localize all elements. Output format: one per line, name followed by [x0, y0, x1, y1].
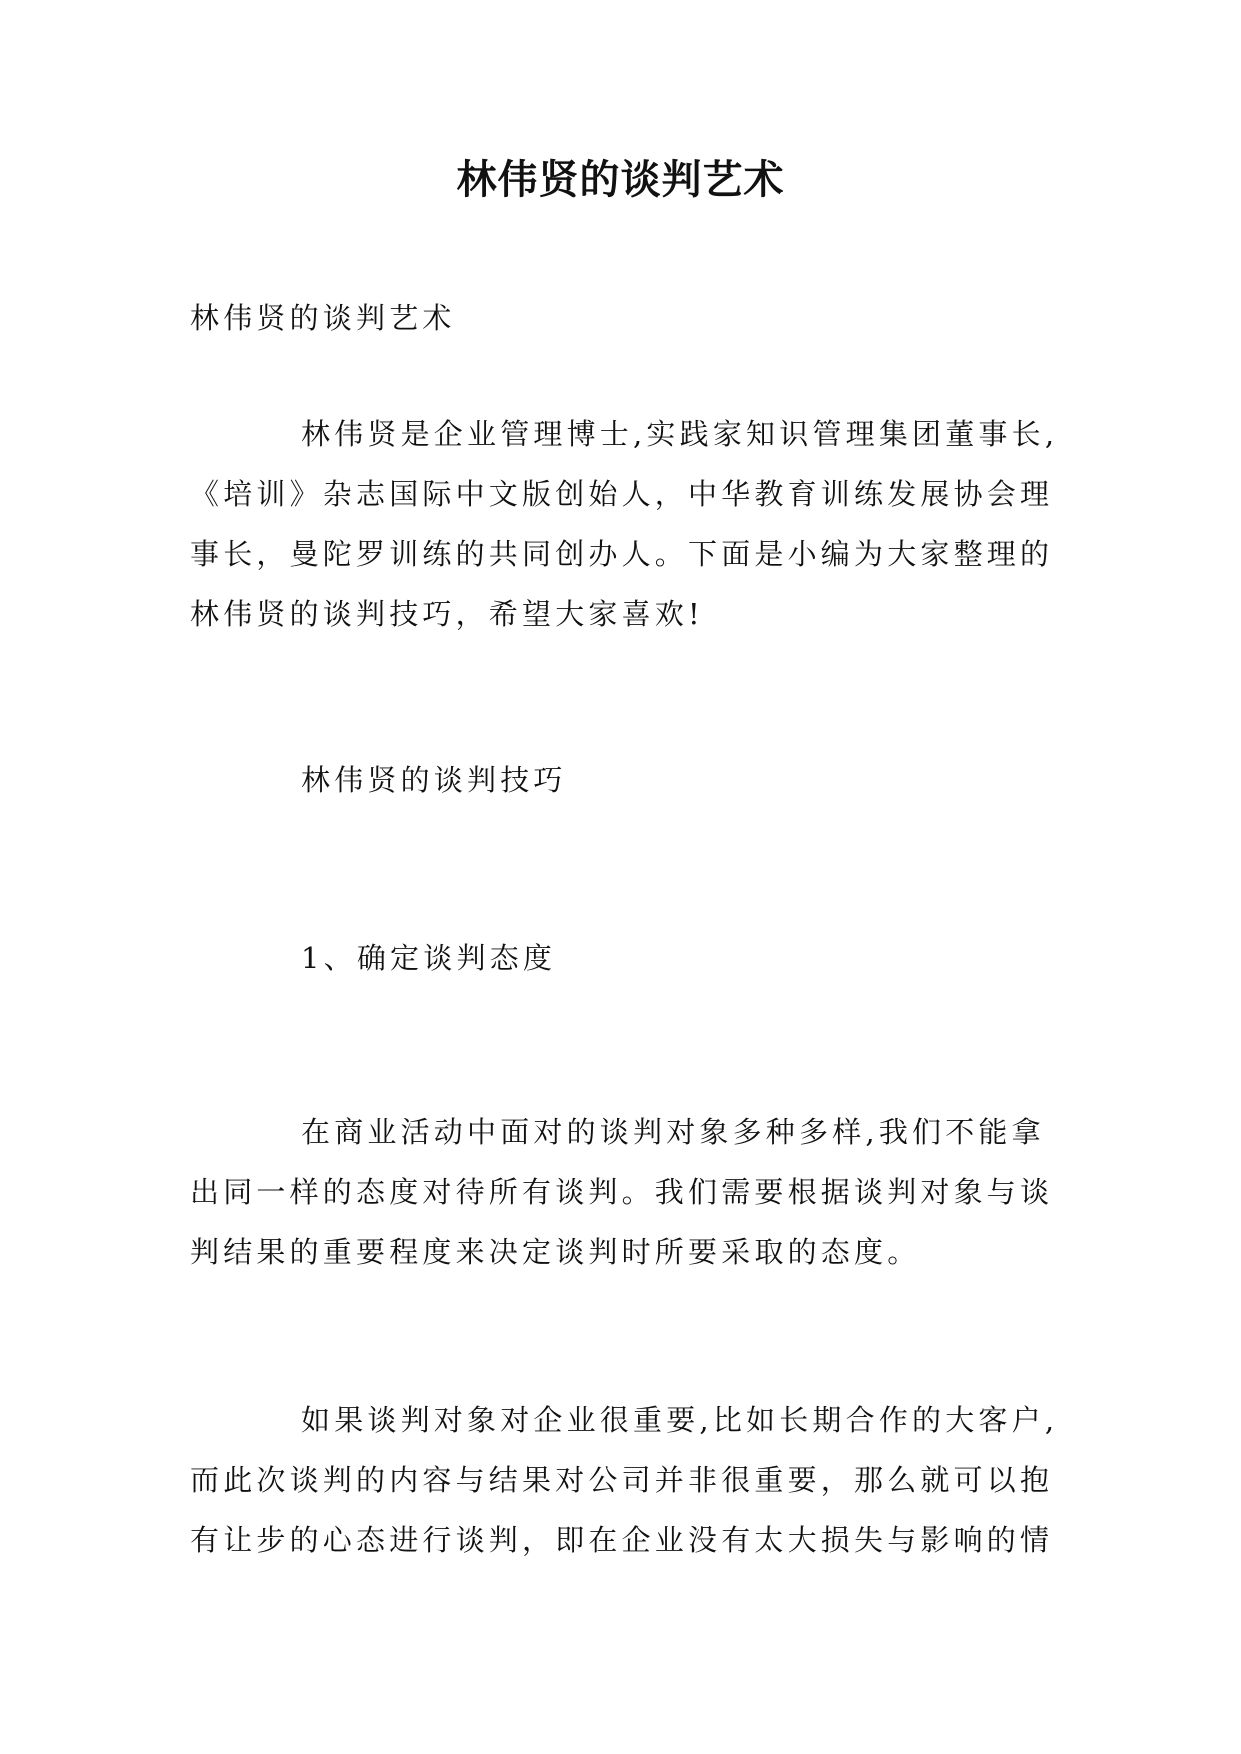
intro-line: 《培训》杂志国际中文版创始人，中华教育训练发展协会理 [190, 477, 1054, 511]
intro-line: 林伟贤是企业管理博士,实践家知识管理集团董事长, [301, 417, 1059, 451]
document-subtitle: 林伟贤的谈判艺术 [190, 301, 456, 335]
intro-line: 林伟贤的谈判技巧，希望大家喜欢! [190, 597, 704, 631]
intro-line: 事长，曼陀罗训练的共同创办人。下面是小编为大家整理的 [190, 537, 1054, 571]
paragraph-line: 有让步的心态进行谈判，即在企业没有太大损失与影响的情 [190, 1523, 1054, 1557]
paragraph-line: 判结果的重要程度来决定谈判时所要采取的态度。 [190, 1235, 921, 1269]
section-heading: 林伟贤的谈判技巧 [301, 763, 567, 797]
paragraph-line: 在商业活动中面对的谈判对象多种多样,我们不能拿 [301, 1115, 1045, 1149]
point-heading: 1、确定谈判态度 [301, 941, 557, 975]
document-title: 林伟贤的谈判艺术 [456, 157, 785, 203]
paragraph-line: 如果谈判对象对企业很重要,比如长期合作的大客户, [301, 1403, 1059, 1437]
paragraph-line: 而此次谈判的内容与结果对公司并非很重要，那么就可以抱 [190, 1463, 1054, 1497]
paragraph-line: 出同一样的态度对待所有谈判。我们需要根据谈判对象与谈 [190, 1175, 1054, 1209]
